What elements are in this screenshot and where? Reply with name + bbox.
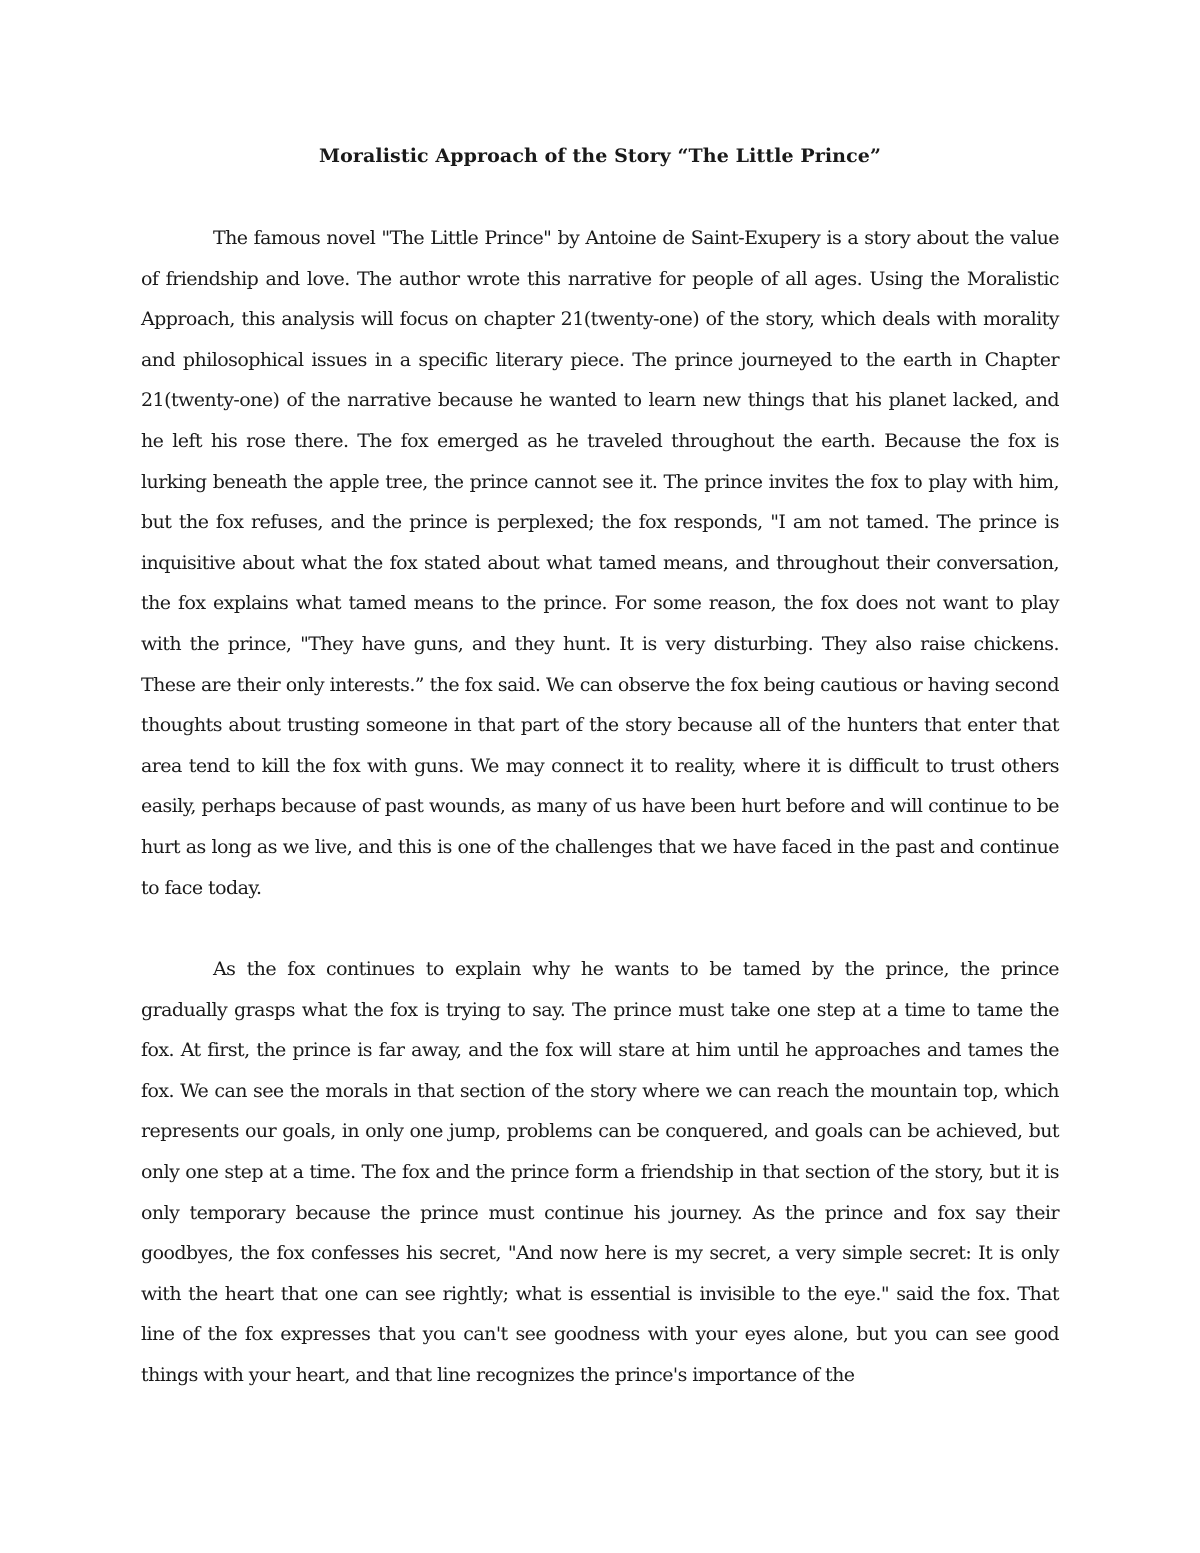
paragraph-1: The famous novel "The Little Prince" by Antoine de Saint-Exupery is a story about the value of friendship and love. The author wrote this narrative for people of all ages. Using the Moralistic Approach, this analysis will focus on chapter 21(twenty-one) of the story, which deals with morality and philosophical issues in a specific literary piece. The prince journeyed to the earth in Chapter 21(twenty-one) of the narrative because he wanted to learn new things that his planet lacked, and he left his rose there. The fox emerged as he traveled throughout the earth. Because the fox is lurking beneath the apple tree, the prince cannot see it. The prince invites the fox to play with him, but the fox refuses, and the prince is perplexed; the fox responds, "I am not tamed. The prince is inquisitive about what the fox stated about what tamed means, and throughout their conversation, the fox explains what tamed means to the prince. For some reason, the fox does not want to play with the prince, "They have guns, and they hunt. It is very disturbing. They also raise chickens. These are their only interests.” the fox said. We can observe the fox being cautious or having second thoughts about trusting someone in that part of the story because all of the hunters that enter that area tend to kill the fox with guns. We may connect it to reality, where it is difficult to trust others easily, perhaps because of past wounds, as many of us have been hurt before and will continue to be hurt as long as we live, and this is one of the challenges that we have faced in the past and continue to face today. (141, 227, 1059, 899)
document-title: Moralistic Approach of the Story “The Little Prince” (319, 145, 881, 167)
paragraph-2: As the fox continues to explain why he wants to be tamed by the prince, the prince gradually grasps what the fox is trying to say. The prince must take one step at a time to tame the fox. At first, the prince is far away, and the fox will stare at him until he approaches and tames the fox. We can see the morals in that section of the story where we can reach the mountain top, which represents our goals, in only one jump, problems can be conquered, and goals can be achieved, but only one step at a time. The fox and the prince form a friendship in that section of the story, but it is only temporary because the prince must continue his journey. As the prince and fox say their goodbyes, the fox confesses his secret, "And now here is my secret, a very simple secret: It is only with the heart that one can see rightly; what is essential is invisible to the eye." said the fox. That line of the fox expresses that you can't see goodness with your eyes alone, but you can see good things with your heart, and that line recognizes the prince's importance of the (141, 958, 1059, 1386)
